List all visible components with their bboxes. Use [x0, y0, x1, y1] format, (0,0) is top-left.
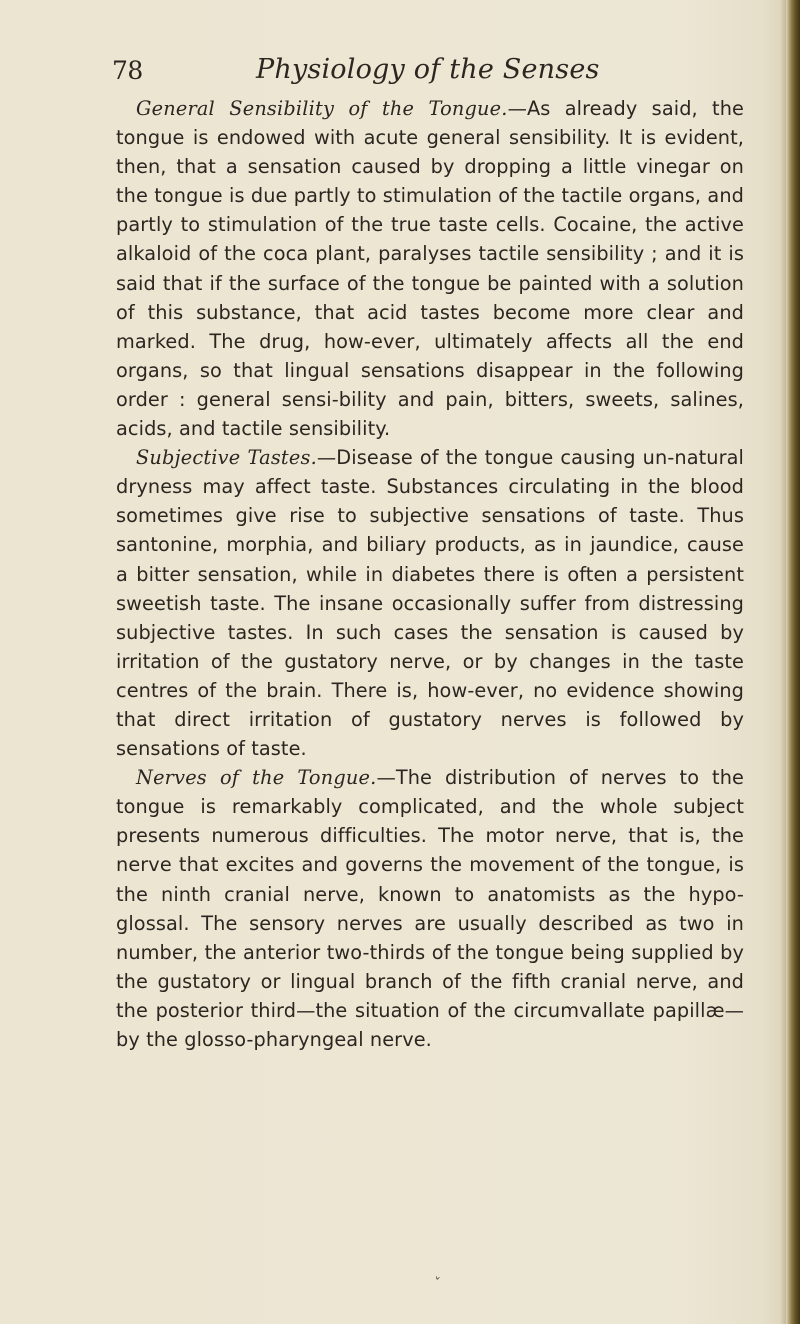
paragraph-text: —Disease of the tongue causing un-natural dryness may affect taste. Substances circulating in the blood sometimes give rise to subjective sensations of taste. Thus santonine, morphia, and biliary products, as in jaundice, cause a bitter sensation, while in diabetes there is often a persistent sweetish taste. The insane occasionally suffer from distressing subjective tastes. In such cases the sensation is caused by irritation of the gustatory nerve, or by changes in the taste centres of the brain. There is, how-ever, no evidence showing that direct irritation of gustatory nerves is followed by sensations of taste. — [116, 446, 744, 761]
ink-speck: ˅ — [430, 1274, 442, 1290]
running-head — [112, 52, 752, 96]
paragraph-subjective-tastes — [116, 443, 744, 763]
section-heading: General Sensibility of the Tongue. — [136, 97, 508, 120]
paragraph-general-sensibility — [116, 94, 744, 443]
paragraph-text: —As already said, the tongue is endowed with acute general sensibility. It is evident, then, that a sensation caused by dropping a little vinegar on the tongue is due partly to stimulation of the tactile organs, and partly to stimulation of the true taste cells. Cocaine, the active alkaloid of the coca plant, paralyses tactile sensibility ; and it is said that if the surface of the tongue be painted with a solution of this substance, that acid tastes become more clear and marked. The drug, how-ever, ultimately affects all the end organs, so that lingual sensations disappear in the following order : general sensi-bility and pain, bitters, sweets, salines, acids, and tactile sensibility. — [116, 97, 744, 441]
section-heading: Subjective Tastes. — [136, 446, 317, 470]
section-heading: Nerves of the Tongue. — [136, 766, 377, 790]
running-head-title: Physiology of the Senses — [256, 54, 600, 85]
page-binding-edge — [786, 0, 800, 1324]
page-number: 78 — [112, 56, 143, 85]
body-text — [116, 94, 744, 1054]
paragraph-text: —The distribution of nerves to the tongue is remarkably complicated, and the whole subject presents numerous difficulties. The motor nerve, that is, the nerve that excites and governs the movement of the tongue, is the ninth cranial nerve, known to anatomists as the hypo-glossal. The sensory nerves are usually described as two in number, the anterior two-thirds of the tongue being supplied by the gustatory or lingual branch of the fifth cranial nerve, and the posterior third—the situation of the circumvallate papillæ—by the glosso-pharyngeal nerve. — [116, 766, 745, 1051]
paragraph-nerves-of-tongue — [116, 763, 744, 1054]
